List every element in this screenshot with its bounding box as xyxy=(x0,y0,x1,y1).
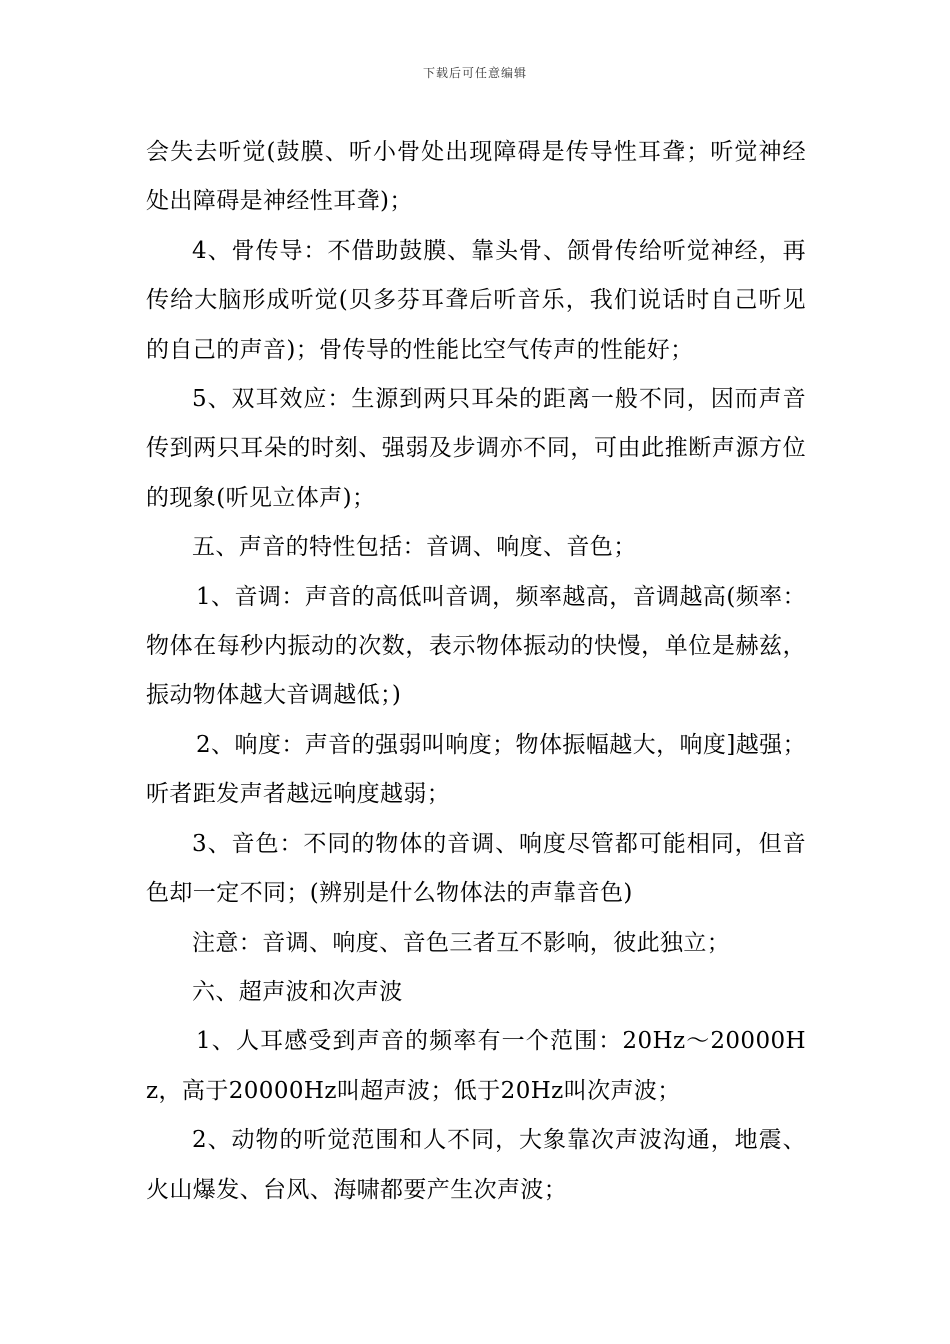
paragraph-timbre: 3、音色：不同的物体的音调、响度尽管都可能相同，但音色却一定不同；(辨别是什么物体法的声靠音色) xyxy=(146,830,806,907)
paragraph-pitch: 1、音调：声音的高低叫音调，频率越高，音调越高(频率：物体在每秒内振动的次数，表示物体振动的快慢，单位是赫兹，振动物体越大音调越低；) xyxy=(146,583,806,709)
paragraph-bone-conduction: 4、骨传导：不借助鼓膜、靠头骨、颌骨传给听觉神经，再传给大脑形成听觉(贝多芬耳聋后听音乐，我们说话时自己听见的自己的声音)；骨传导的性能比空气传声的性能好； xyxy=(146,237,806,363)
paragraph-hearing-loss: 会失去听觉(鼓膜、听小骨处出现障碍是传导性耳聋；听觉神经处出障碍是神经性耳聋)； xyxy=(146,139,806,215)
page-header: 下载后可任意编辑 xyxy=(422,66,527,80)
paragraph-frequency-range: 1、人耳感受到声音的频率有一个范围：20Hz～20000Hz，高于20000Hz叫超声波；低于20Hz叫次声波； xyxy=(146,1028,806,1104)
paragraph-animal-hearing: 2、动物的听觉范围和人不同，大象靠次声波沟通，地震、火山爆发、台风、海啸都要产生次声波； xyxy=(146,1127,806,1203)
paragraph-binaural-effect: 5、双耳效应：生源到两只耳朵的距离一般不同，因而声音传到两只耳朵的时刻、强弱及步调亦不同，可由此推断声源方位的现象(听见立体声)； xyxy=(146,386,806,511)
paragraph-loudness: 2、响度：声音的强弱叫响度；物体振幅越大，响度]越强；听者距发声者越远响度越弱； xyxy=(146,731,806,808)
document-body xyxy=(146,128,806,1215)
section-heading-ultrasound-infrasound: 六、超声波和次声波 xyxy=(192,978,403,1005)
section-heading-sound-characteristics: 五、声音的特性包括：音调、响度、音色； xyxy=(192,534,637,561)
paragraph-note: 注意：音调、响度、音色三者互不影响，彼此独立； xyxy=(192,929,731,956)
